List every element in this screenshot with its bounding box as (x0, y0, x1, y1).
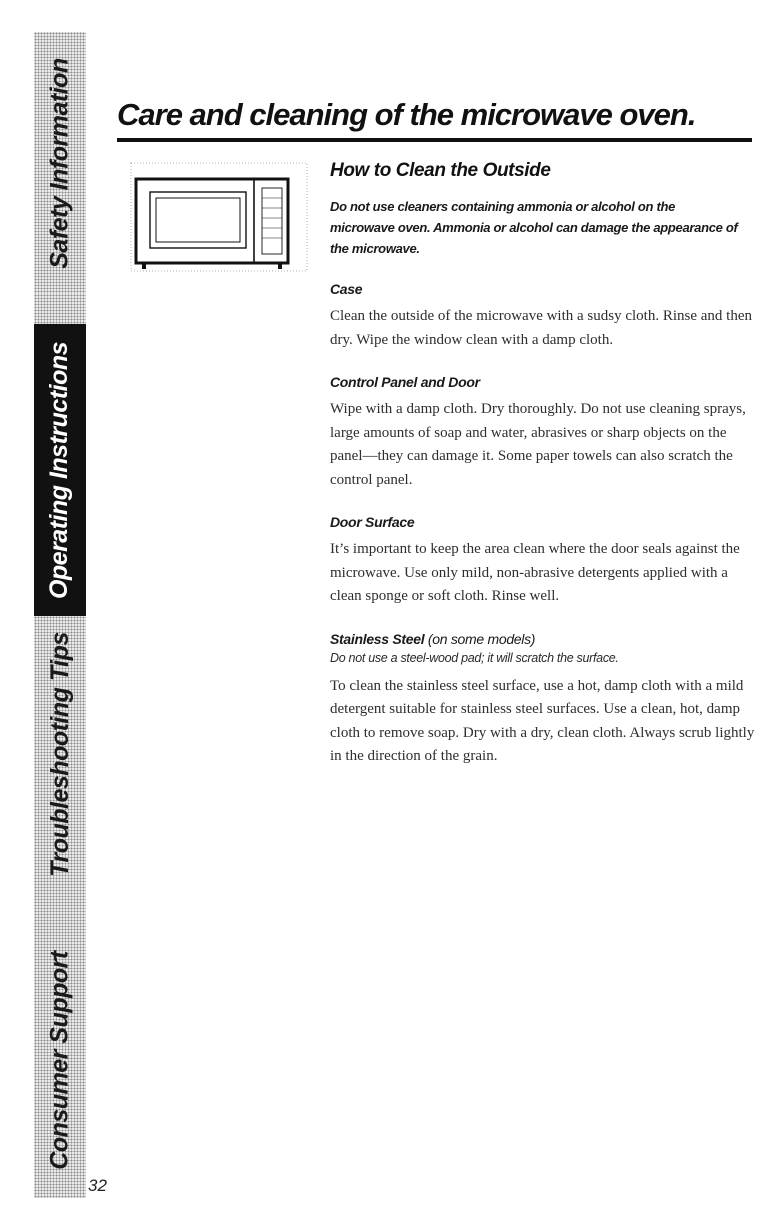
title-divider (117, 138, 752, 142)
sidebar-tab-consumer-support[interactable] (34, 922, 86, 1198)
subsection-case (330, 281, 760, 352)
subsection-heading: Stainless Steel (330, 630, 425, 647)
warning-text: Do not use cleaners containing ammonia or alcohol on the microwave oven. Ammonia or alcohol can damage the appearance of the microwave. (330, 199, 738, 256)
content-column (330, 160, 760, 791)
subsection-stainless-steel (330, 631, 760, 769)
microwave-illustration (130, 162, 308, 274)
page-number: 32 (88, 1176, 107, 1195)
sidebar-tab-label: Consumer Support (45, 950, 74, 1170)
sidebar-tab-spacer (34, 294, 86, 324)
sidebar-tab-label: Troubleshooting Tips (45, 631, 74, 877)
subsection-body: To clean the stainless steel surface, use a hot, damp cloth with a mild detergent suitable for stainless steel surfaces. Use a clean, hot, damp cloth to remove soap. Dry with a dry, clean cloth. Always scrub lightly in the direction of the grain. (330, 677, 755, 764)
subsection-door-surface (330, 514, 760, 609)
subsection-body: Wipe with a damp cloth. Dry thoroughly. Do not use cleaning sprays, large amounts of soap and water, abrasives or sharp objects on the panel—they can damage it. Some paper towels can also scratch the control panel. (330, 401, 746, 488)
subsection-control-panel-and-door (330, 374, 760, 492)
sidebar-tab-label: Operating Instructions (45, 341, 74, 599)
subsection-note: Do not use a steel-wood pad; it will scratch the surface. (330, 650, 619, 665)
subsection-heading: Case (330, 281, 363, 297)
subsection-body: Clean the outside of the microwave with a sudsy cloth. Rinse and then dry. Wipe the window clean with a damp cloth. (330, 308, 752, 348)
subsection-heading-row (330, 631, 760, 647)
sidebar-tab-operating-instructions[interactable] (34, 324, 86, 616)
page-title: Care and cleaning of the microwave oven. (117, 97, 696, 132)
subsection-body: It’s important to keep the area clean where the door seals against the microwave. Use only mild, non-abrasive detergents applied with a clean sponge or soft cloth. Rinse well. (330, 541, 740, 604)
sidebar-tab-label: Safety Information (45, 57, 74, 269)
sidebar-tab-spacer (34, 892, 86, 922)
sidebar-tab-safety-information[interactable] (34, 32, 86, 294)
subsection-qualifier: (on some models) (427, 630, 536, 647)
subsection-heading: Control Panel and Door (330, 374, 480, 390)
sidebar-tab-troubleshooting-tips[interactable] (34, 616, 86, 892)
section-heading: How to Clean the Outside (330, 160, 551, 181)
subsection-heading: Door Surface (330, 514, 415, 530)
